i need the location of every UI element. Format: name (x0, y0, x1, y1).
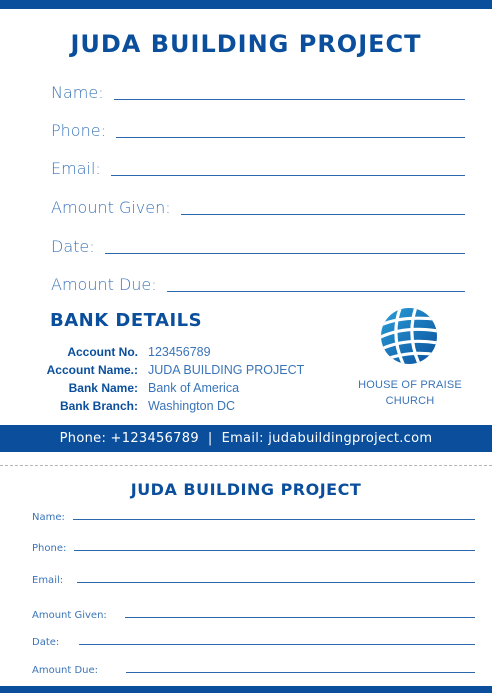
stub-amount-given-label: Amount Given: (32, 610, 107, 621)
stub-amount-given-line[interactable] (125, 617, 475, 618)
form-title: JUDA BUILDING PROJECT (70, 30, 422, 58)
stub-date-label: Date: (32, 637, 60, 648)
stub-name-line[interactable] (73, 519, 475, 520)
bank-row-bank-name (30, 379, 304, 397)
stub-amount-due-label: Amount Due: (32, 665, 99, 676)
date-label: Date: (51, 237, 95, 256)
name-line[interactable] (114, 99, 465, 100)
phone-label: Phone: (51, 121, 106, 140)
top-accent-bar (0, 0, 492, 9)
bottom-accent-bar (0, 686, 492, 693)
bank-value: JUDA BUILDING PROJECT (148, 363, 305, 377)
bank-key: Account No. (67, 345, 138, 359)
email-label: Email: (51, 159, 101, 178)
stub-date-line[interactable] (79, 644, 475, 645)
stub-email-label: Email: (32, 575, 64, 586)
bank-value: Washington DC (148, 399, 236, 413)
amount-due-field[interactable] (51, 272, 465, 294)
amount-due-line[interactable] (167, 291, 465, 292)
contact-band (0, 425, 492, 452)
bank-key: Account Name.: (46, 363, 138, 377)
email-line[interactable] (111, 175, 465, 176)
bank-row-account-no (30, 343, 304, 361)
church-name (350, 377, 470, 409)
stub-phone-field[interactable] (32, 540, 475, 554)
globe-logo-icon (379, 306, 439, 366)
church-name-line2: CHURCH (385, 395, 435, 407)
stub-phone-line[interactable] (74, 550, 475, 551)
stub-phone-label: Phone: (32, 543, 67, 554)
stub-amount-due-field[interactable] (32, 662, 475, 676)
contact-phone: Phone: +123456789 (59, 431, 199, 446)
email-field[interactable] (51, 156, 465, 178)
stub-title: JUDA BUILDING PROJECT (130, 480, 362, 499)
stub-name-field[interactable] (32, 509, 475, 523)
amount-given-line[interactable] (181, 214, 465, 215)
name-label: Name: (51, 83, 104, 102)
amount-given-field[interactable] (51, 195, 465, 217)
stub-email-line[interactable] (77, 582, 475, 583)
amount-due-label: Amount Due: (51, 275, 157, 294)
stub-date-field[interactable] (32, 634, 475, 648)
stub-amount-given-field[interactable] (32, 607, 475, 621)
bank-details-table (30, 343, 304, 415)
bank-row-account-name (30, 361, 304, 379)
contact-email: Email: judabuildingproject.com (221, 431, 433, 446)
bank-key: Bank Name: (68, 381, 138, 395)
amount-given-label: Amount Given: (51, 198, 171, 217)
date-field[interactable] (51, 234, 465, 256)
stub-amount-due-line[interactable] (126, 672, 475, 673)
bank-key: Bank Branch: (59, 399, 138, 413)
phone-field[interactable] (51, 118, 465, 140)
stub-name-label: Name: (32, 512, 65, 523)
bank-details-heading: BANK DETAILS (50, 310, 203, 331)
stub-email-field[interactable] (32, 572, 475, 586)
bank-row-bank-branch (30, 397, 304, 415)
cut-line-divider (0, 465, 492, 466)
phone-line[interactable] (116, 137, 465, 138)
date-line[interactable] (105, 253, 465, 254)
bank-value: Bank of America (148, 381, 240, 395)
church-name-line1: HOUSE OF PRAISE (358, 379, 462, 391)
contact-separator: | (207, 431, 213, 446)
name-field[interactable] (51, 80, 465, 102)
bank-value: 123456789 (148, 345, 211, 359)
